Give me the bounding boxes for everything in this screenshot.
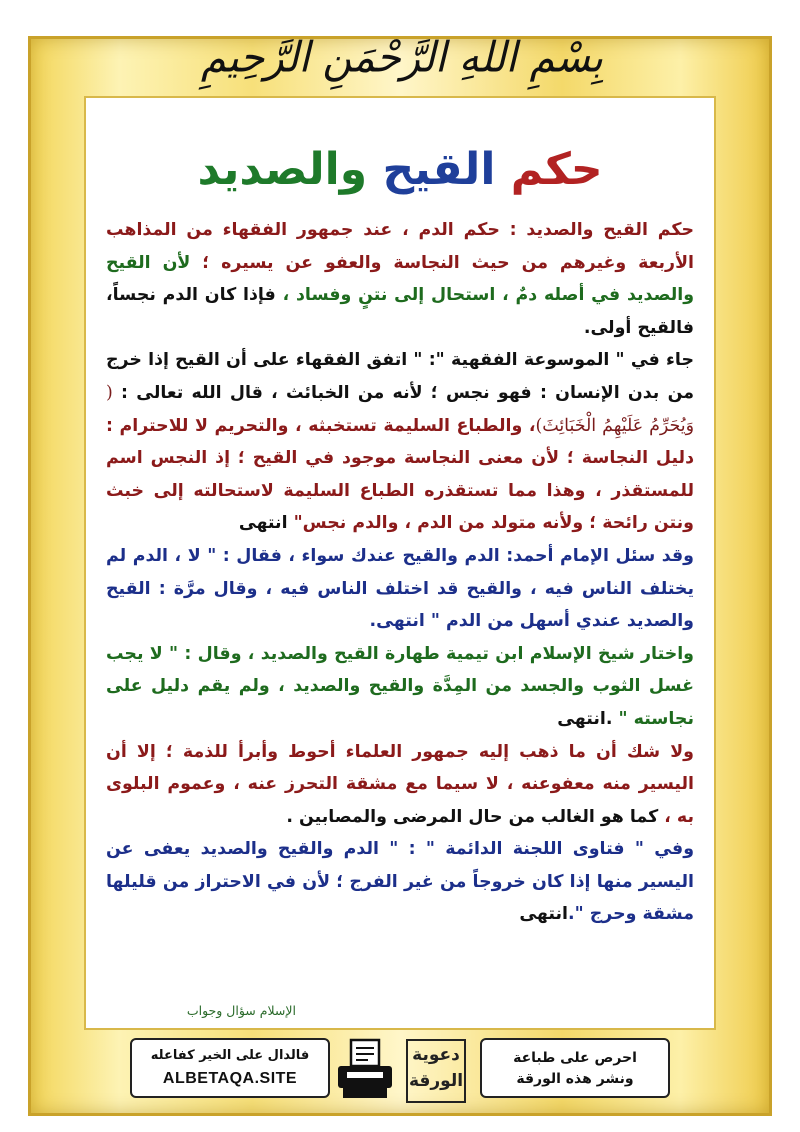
printer-icon xyxy=(335,1038,395,1100)
p6-part-a: وفي " فتاوى اللجنة الدائمة " : " الدم والقيح والصديد يعفى عن اليسير منها إذا كان خروجاً من غير الفرج ؛ لأن في الاحتراز من قليلها مشقة وحرج ". xyxy=(106,839,694,925)
p1-part-a: حكم القيح والصديد : حكم الدم ، عند جمهور الفقهاء من المذاهب الأربعة وغيرهم من حيث النجاسة والعفو عن يسيره ؛ xyxy=(106,220,694,273)
site-url: ALBETAQA.SITE xyxy=(162,1070,298,1087)
p4-part-a: واختار شيخ الإسلام ابن تيمية طهارة القيح والصديد ، وقال : " لا يجب غسل الثوب والجسد من المِدَّة والقيح والصديد ، ولم يقم دليل على نجاسته " xyxy=(106,643,694,729)
source-attribution: الإسلام سؤال وجواب xyxy=(186,1003,296,1018)
cta-line-2: ونشر هذه الورقة xyxy=(516,1071,634,1087)
title-word-3: والصديد xyxy=(197,144,368,195)
logo xyxy=(405,1038,467,1104)
p5-part-b: كما هو الغالب من حال المرضى والمصابين . xyxy=(286,806,659,827)
cta-text xyxy=(482,1048,668,1090)
site-box xyxy=(130,1038,330,1098)
quran-verse: ( وَيُحَرِّمُ عَلَيْهِمُ الْخَبَائِثَ) xyxy=(106,382,694,436)
site-slogan: فالدال على الخير كفاعله xyxy=(150,1048,310,1063)
paragraph-1 xyxy=(106,214,694,344)
p2-part-a: جاء في " الموسوعة الفقهية ": " اتفق الفقهاء على أن القيح إذا خرج من بدن الإنسان : فهو نجس ؛ لأنه من الخبائث ، قال الله تعالى : xyxy=(106,350,694,403)
footer xyxy=(130,1038,670,1104)
cta-line-1: احرص على طباعة xyxy=(513,1050,637,1066)
p1-part-b: لأن القيح والصديد في أصله دمٌ ، استحال إلى نتنٍ وفساد ، xyxy=(106,252,695,306)
title-word-2: القيح xyxy=(382,144,496,195)
p5-part-a: ولا شك أن ما ذهب إليه جمهور العلماء أحوط وأبرأ للذمة ؛ إلا أن اليسير منه معفوعنه ، لا سيما مع مشقة التحرز عنه ، وعموم البلوى به ، xyxy=(106,741,694,827)
paragraph-4 xyxy=(106,638,694,736)
basmala-text: بِسْمِ اللهِ الرَّحْمَنِ الرَّحِيمِ xyxy=(200,33,604,83)
page-title xyxy=(100,140,700,200)
logo-text xyxy=(405,1042,467,1094)
p3-part-a: وقد سئل الإمام أحمد: الدم والقيح عندك سواء ، فقال : " لا ، الدم لم يختلف الناس فيه ، والقيح قد اختلف الناس فيه ، وقال مرَّة : القيح والصديد عندي أسهل من الدم " انتهى. xyxy=(106,545,694,632)
p4-part-b: .انتهى xyxy=(557,708,613,729)
article-body xyxy=(106,214,694,1004)
cta-box xyxy=(480,1038,670,1098)
title-word-1: حكم xyxy=(510,144,603,195)
paragraph-6 xyxy=(106,833,694,931)
paragraph-2 xyxy=(106,344,694,540)
p1-part-c: فإذا كان الدم نجساً، فالقيح أولى. xyxy=(106,285,694,338)
logo-line-2: الورقة xyxy=(408,1071,464,1091)
p2-part-b: ، والطباع السليمة تستخبثه ، والتحريم لا للاحترام : دليل النجاسة ؛ لأن معنى النجاسة موجود في القيح ؛ إذ النجس اسم للمستقذر ، وهذا مما تستقذره الطباع السليمة لاستحالته إلى خبث ونتن رائحة ؛ ولأنه متولد من الدم ، والدم نجس" xyxy=(106,415,694,534)
logo-line-1: دعوية xyxy=(412,1045,460,1065)
p2-part-c: انتهى xyxy=(238,513,288,534)
paragraph-5 xyxy=(106,736,694,834)
basmala-calligraphy xyxy=(200,10,604,106)
paragraph-3 xyxy=(106,540,694,638)
p6-part-b: انتهى xyxy=(519,904,568,925)
